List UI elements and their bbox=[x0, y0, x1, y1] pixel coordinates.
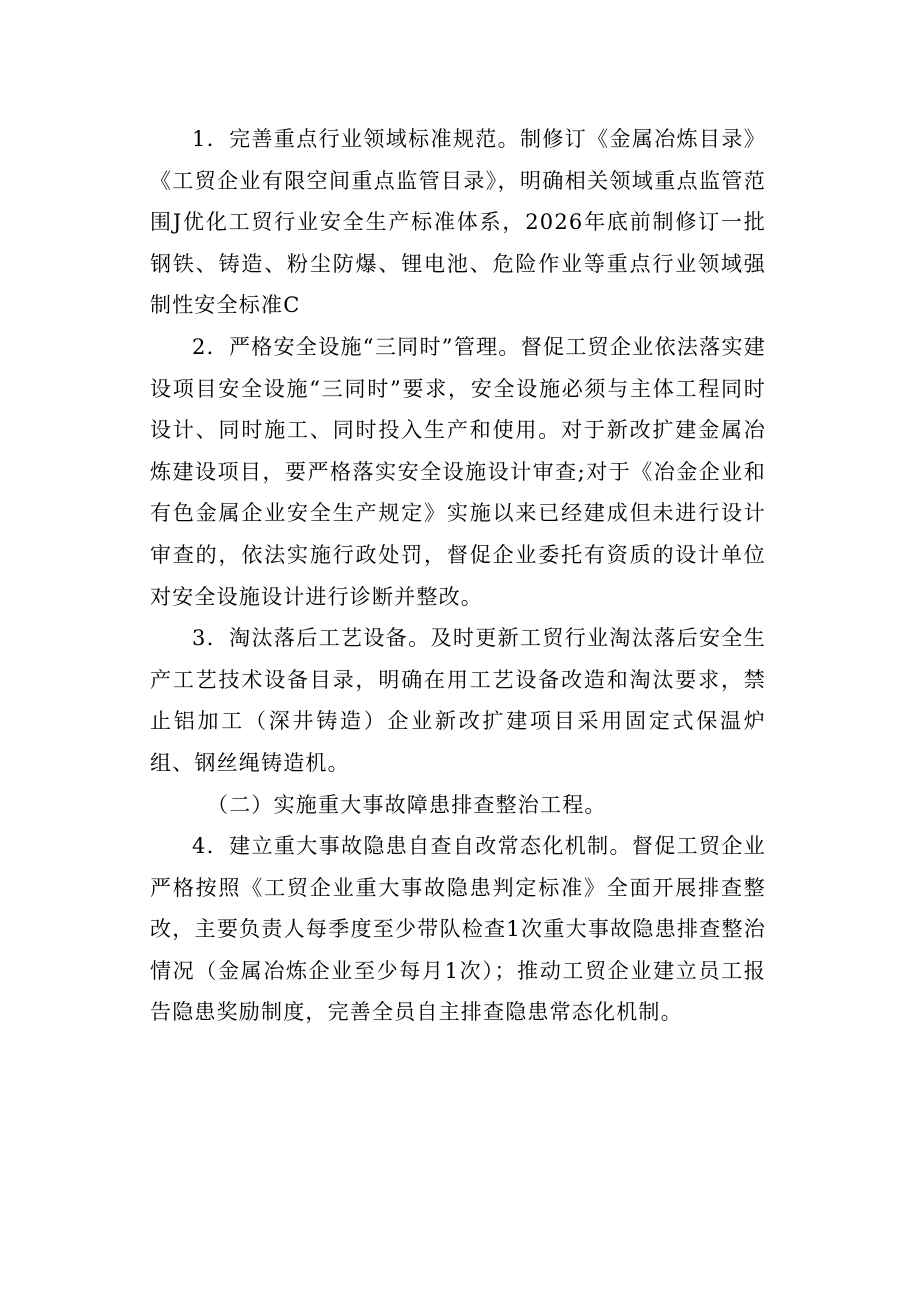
paragraph-item-1: 1．完善重点行业领域标准规范。制修订《金属冶炼目录》《工贸企业有限空间重点监管目录》，明确相关领域重点监管范围J优化工贸行业安全生产标准体系，2026年底前制修订一批钢铁、铸造、粉尘防爆、锂电池、危险作业等重点行业领域强制性安全标准C bbox=[150, 127, 766, 318]
section-heading: （二）实施重大事故障患排查整治工程。 bbox=[207, 792, 607, 817]
document-body bbox=[150, 119, 766, 1034]
paragraph-item-3: 3．淘汰落后工艺设备。及时更新工贸行业淘汰落后安全生产工艺技术设备目录，明确在用工艺设备改造和淘汰要求，禁止铝加工（深井铸造）企业新改扩建项目采用固定式保温炉组、钢丝绳铸造机。 bbox=[150, 626, 766, 775]
paragraph-item-2: 2．严格安全设施“三同时”管理。督促工贸企业依法落实建设项目安全设施“三同时”要求，安全设施必须与主体工程同时设计、同时施工、同时投入生产和使用。对于新改扩建金属冶炼建设项目，要严格落实安全设施设计审查;对于《冶金企业和有色金属企业安全生产规定》实施以来已经建成但未进行设计审查的，依法实施行政处罚，督促企业委托有资质的设计单位对安全设施设计进行诊断并整改。 bbox=[150, 334, 766, 609]
paragraph-item-4: 4．建立重大事故隐患自查自改常态化机制。督促工贸企业严格按照《工贸企业重大事故隐患判定标准》全面开展排查整改，主要负责人每季度至少带队检查1次重大事故隐患排查整治情况（金属冶炼企业至少每月1次）；推动工贸企业建立员工报告隐患奖励制度，完善全员自主排查隐患常态化机制。 bbox=[150, 834, 766, 1025]
